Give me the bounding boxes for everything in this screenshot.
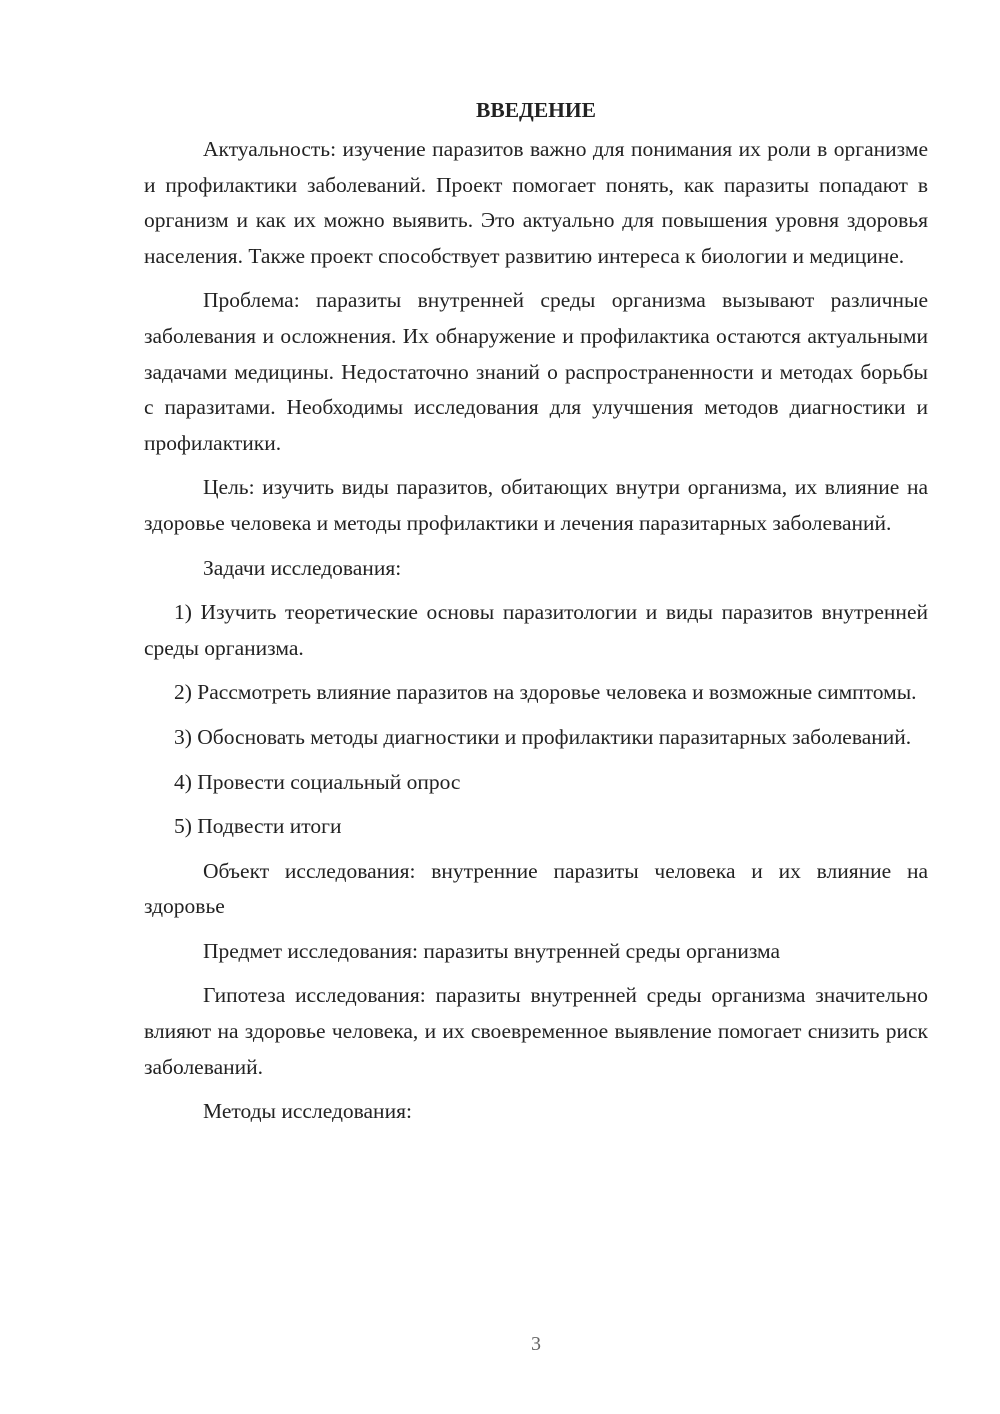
- paragraph-relevance: Актуальность: изучение паразитов важно для понимания их роли в организме и профилактики заболеваний. Проект помогает понять, как паразиты попадают в организм и как их можно выявить. Это актуально для повышения уровня здоровья населения. Также проект способствует развитию интереса к биологии и медицине.: [144, 137, 928, 268]
- paragraph-subject: Предмет исследования: паразиты внутренней среды организма: [203, 938, 781, 963]
- task-item-1: 1) Изучить теоретические основы паразитологии и виды паразитов внутренней среды организма.: [144, 600, 928, 660]
- paragraph-problem: Проблема: паразиты внутренней среды организма вызывают различные заболевания и осложнения. Их обнаружение и профилактика остаются актуальными задачами медицины. Недостаточно знаний о распространенности и методах борьбы с паразитами. Необходимы исследования для улучшения методов диагностики и профилактики.: [144, 288, 928, 455]
- task-item-5: 5) Подвести итоги: [174, 814, 342, 839]
- section-heading: ВВЕДЕНИЕ: [476, 98, 596, 122]
- paragraph-hypothesis: Гипотеза исследования: паразиты внутренней среды организма значительно влияют на здоровье человека, и их своевременное выявление помогает снизить риск заболеваний.: [144, 983, 928, 1079]
- task-item-3: 3) Обосновать методы диагностики и профилактики паразитарных заболеваний.: [174, 724, 912, 749]
- paragraph-object: Объект исследования: внутренние паразиты человека и их влияние на здоровье: [144, 858, 928, 919]
- task-item-2: 2) Рассмотреть влияние паразитов на здоровье человека и возможные симптомы.: [174, 680, 917, 705]
- task-item-4: 4) Провести социальный опрос: [174, 769, 461, 794]
- paragraph-goal: Цель: изучить виды паразитов, обитающих внутри организма, их влияние на здоровье человека и методы профилактики и лечения паразитарных заболеваний.: [144, 475, 928, 535]
- paragraph-tasks-heading: Задачи исследования:: [203, 555, 402, 580]
- paragraph-methods: Методы исследования:: [203, 1099, 412, 1124]
- page-number: 3: [531, 1333, 541, 1355]
- document-page: [144, 96, 928, 1139]
